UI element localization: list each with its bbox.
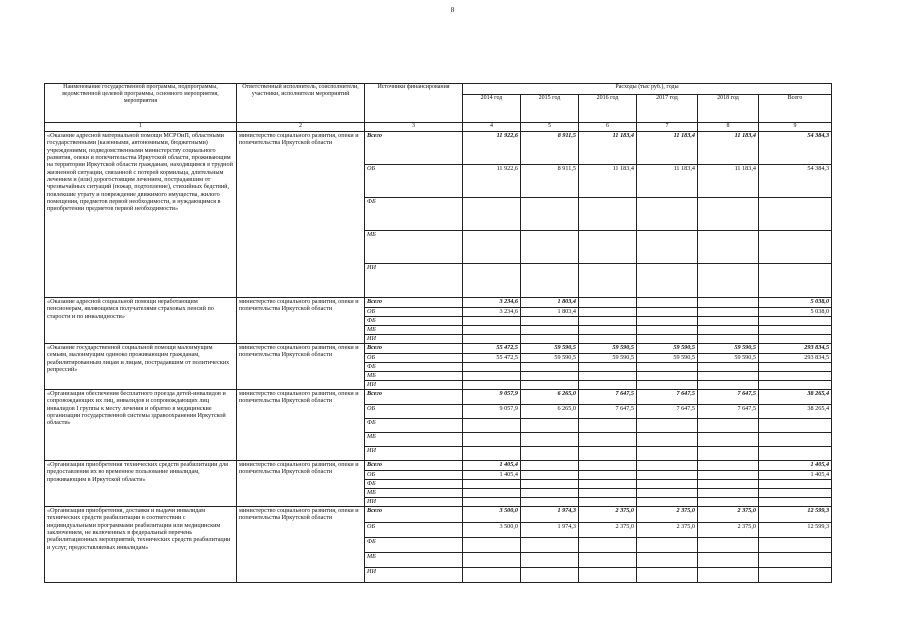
amount-total-cell: [759, 198, 832, 231]
amount-cell: [463, 498, 521, 507]
funding-source: МБ: [365, 553, 463, 568]
amount-cell: [637, 317, 698, 326]
amount-total-cell: 54 384,3: [759, 132, 832, 165]
header-responsible: Ответственный исполнитель, соисполнители, участники, исполнители мероприятий: [237, 84, 365, 123]
amount-cell: [463, 231, 521, 264]
amount-cell: [579, 372, 637, 381]
amount-cell: 55 472,5: [463, 344, 521, 354]
amount-cell: [521, 317, 579, 326]
column-index: 9: [759, 123, 832, 132]
amount-cell: 11 183,4: [579, 165, 637, 198]
amount-cell: [579, 568, 637, 583]
amount-total-cell: [759, 553, 832, 568]
funding-source: ИИ: [365, 568, 463, 583]
amount-cell: 7 647,5: [579, 405, 637, 419]
amount-cell: [463, 447, 521, 461]
amount-total-cell: [759, 419, 832, 433]
amount-cell: [521, 433, 579, 447]
amount-cell: [579, 553, 637, 568]
amount-cell: 7 647,5: [698, 405, 759, 419]
amount-cell: [698, 553, 759, 568]
amount-total-cell: 293 834,5: [759, 354, 832, 363]
amount-cell: [637, 538, 698, 553]
amount-cell: [698, 308, 759, 317]
amount-cell: [637, 264, 698, 298]
funding-source: Всего: [365, 344, 463, 354]
amount-cell: [463, 489, 521, 498]
amount-cell: [521, 198, 579, 231]
measure-responsible: министерство социального развития, опеки и попечительства Иркутской области: [237, 344, 365, 390]
funding-source: Всего: [365, 298, 463, 308]
amount-cell: [521, 372, 579, 381]
measure-responsible: министерство социального развития, опеки и попечительства Иркутской области: [237, 507, 365, 583]
amount-cell: 3 500,0: [463, 507, 521, 523]
funding-source: Всего: [365, 461, 463, 471]
amount-cell: [637, 335, 698, 344]
amount-cell: [463, 433, 521, 447]
amount-cell: [698, 335, 759, 344]
funding-source: ОБ: [365, 165, 463, 198]
amount-cell: [521, 489, 579, 498]
amount-cell: [698, 198, 759, 231]
amount-cell: [637, 308, 698, 317]
funding-source: ИИ: [365, 264, 463, 298]
amount-cell: [521, 231, 579, 264]
amount-cell: [463, 538, 521, 553]
amount-total-cell: [759, 372, 832, 381]
amount-cell: [698, 538, 759, 553]
amount-cell: 1 803,4: [521, 308, 579, 317]
funding-source: Всего: [365, 132, 463, 165]
amount-total-cell: 12 599,3: [759, 507, 832, 523]
amount-cell: [579, 480, 637, 489]
amount-cell: [579, 298, 637, 308]
measure-title: «Организация приобретения, доставки и выдачи инвалидам технических средств реабилитации в соответствии с индивидуальными программами реабилитации или медицинским заключением, не включенных в федеральный перечень реабилитационных мероприятий, технических средств реабилитации и услуг, предоставляемых инвалидам»: [45, 507, 237, 583]
table-row: [45, 461, 832, 471]
amount-cell: [521, 498, 579, 507]
amount-cell: 59 590,5: [521, 354, 579, 363]
amount-total-cell: 38 265,4: [759, 405, 832, 419]
amount-total-cell: [759, 264, 832, 298]
amount-cell: [521, 447, 579, 461]
amount-cell: [521, 538, 579, 553]
amount-cell: [579, 498, 637, 507]
amount-cell: [579, 538, 637, 553]
amount-cell: [521, 568, 579, 583]
funding-source: Всего: [365, 390, 463, 405]
amount-cell: [463, 264, 521, 298]
amount-cell: [579, 461, 637, 471]
amount-cell: [521, 381, 579, 390]
amount-cell: 55 472,5: [463, 354, 521, 363]
amount-cell: [698, 372, 759, 381]
amount-total-cell: 5 038,0: [759, 298, 832, 308]
amount-cell: 11 183,4: [637, 165, 698, 198]
funding-source: ФБ: [365, 538, 463, 553]
amount-cell: 3 234,6: [463, 308, 521, 317]
funding-source: МБ: [365, 433, 463, 447]
amount-total-cell: 54 384,3: [759, 165, 832, 198]
funding-source: ОБ: [365, 471, 463, 480]
amount-cell: [521, 363, 579, 372]
measure-responsible: министерство социального развития, опеки и попечительства Иркутской области: [237, 298, 365, 344]
amount-cell: [637, 471, 698, 480]
amount-total-cell: 5 038,0: [759, 308, 832, 317]
funding-source: ОБ: [365, 308, 463, 317]
amount-cell: 1 405,4: [463, 471, 521, 480]
amount-cell: [637, 198, 698, 231]
funding-source: МБ: [365, 372, 463, 381]
funding-source: Всего: [365, 507, 463, 523]
amount-cell: 2 375,0: [698, 507, 759, 523]
amount-cell: 1 405,4: [463, 461, 521, 471]
column-index: 2: [237, 123, 365, 132]
amount-cell: [521, 326, 579, 335]
amount-cell: [698, 489, 759, 498]
amount-cell: [463, 372, 521, 381]
amount-cell: 6 265,0: [521, 405, 579, 419]
amount-cell: 2 375,0: [579, 507, 637, 523]
amount-cell: 2 375,0: [637, 523, 698, 538]
amount-total-cell: [759, 538, 832, 553]
amount-total-cell: [759, 381, 832, 390]
measure-title: «Оказание адресной материальной помощи МСРОиП, областными государственными (казенными, автономными, бюджетными) учреждениями, подведомственными министерству социального развития, опеки и попечительства Иркутской области, проживающим на территории Иркутской области гражданам, находящимся в трудной жизненной ситуации, связанной с потерей кормильца, длительным лечением и (или) дорогостоящим лечением, пострадавшим от чрезвычайных ситуаций (пожар, подтопление), стихийных бедствий, повлекшие утрату и повреждение движимого имущества, жилого помещения, предметов первой необходимости, и нуждающимся в приобретении предметов первой необходимости»: [45, 132, 237, 298]
amount-cell: [637, 553, 698, 568]
amount-cell: 1 974,3: [521, 507, 579, 523]
amount-cell: [637, 568, 698, 583]
amount-cell: 59 590,5: [637, 354, 698, 363]
header-source: Источники финансирования: [365, 84, 463, 123]
amount-cell: [579, 326, 637, 335]
amount-total-cell: 38 265,4: [759, 390, 832, 405]
measure-title: «Оказание адресной социальной помощи неработающим пенсионерам, являющимся получателями страховых пенсий по старости и по инвалидности»: [45, 298, 237, 344]
amount-cell: [521, 335, 579, 344]
amount-cell: [521, 553, 579, 568]
amount-cell: 11 183,4: [637, 132, 698, 165]
funding-source: ОБ: [365, 354, 463, 363]
funding-source: МБ: [365, 489, 463, 498]
column-index: 5: [521, 123, 579, 132]
amount-cell: 8 911,5: [521, 165, 579, 198]
amount-cell: [579, 198, 637, 231]
amount-cell: 59 590,5: [698, 354, 759, 363]
amount-total-cell: [759, 480, 832, 489]
financing-table: [44, 83, 832, 583]
amount-cell: 7 647,5: [637, 390, 698, 405]
amount-total-cell: 293 834,5: [759, 344, 832, 354]
amount-cell: 11 183,4: [579, 132, 637, 165]
funding-source: ФБ: [365, 317, 463, 326]
amount-cell: [579, 381, 637, 390]
amount-cell: [637, 419, 698, 433]
measure-responsible: министерство социального развития, опеки и попечительства Иркутской области: [237, 390, 365, 461]
amount-cell: [579, 335, 637, 344]
amount-cell: [463, 568, 521, 583]
amount-cell: [579, 308, 637, 317]
amount-cell: [463, 335, 521, 344]
funding-source: ФБ: [365, 198, 463, 231]
amount-total-cell: [759, 568, 832, 583]
amount-cell: [637, 489, 698, 498]
measure-title: «Организация приобретения технических средств реабилитации для предоставления их во временное пользование инвалидам, проживающим в Иркутской области»: [45, 461, 237, 507]
amount-cell: [521, 461, 579, 471]
amount-cell: [698, 447, 759, 461]
amount-cell: [698, 231, 759, 264]
amount-cell: [698, 433, 759, 447]
funding-source: МБ: [365, 326, 463, 335]
amount-cell: 9 057,9: [463, 405, 521, 419]
amount-total-cell: [759, 498, 832, 507]
amount-cell: [698, 264, 759, 298]
amount-cell: 59 590,5: [579, 344, 637, 354]
amount-cell: [579, 447, 637, 461]
amount-cell: [463, 198, 521, 231]
amount-cell: [698, 419, 759, 433]
amount-cell: [698, 480, 759, 489]
column-index-row: [45, 123, 832, 132]
amount-cell: [521, 419, 579, 433]
amount-cell: [698, 568, 759, 583]
amount-cell: [698, 381, 759, 390]
amount-cell: [637, 326, 698, 335]
amount-cell: [579, 433, 637, 447]
amount-cell: [579, 471, 637, 480]
amount-total-cell: [759, 447, 832, 461]
header-year: 2015 год: [521, 95, 579, 123]
amount-total-cell: [759, 489, 832, 498]
funding-source: ИИ: [365, 447, 463, 461]
amount-cell: [521, 471, 579, 480]
funding-source: ФБ: [365, 419, 463, 433]
amount-cell: [579, 317, 637, 326]
amount-total-cell: 1 405,4: [759, 471, 832, 480]
amount-cell: 11 183,4: [698, 132, 759, 165]
amount-cell: [698, 317, 759, 326]
amount-cell: [463, 419, 521, 433]
header-year: 2018 год: [698, 95, 759, 123]
table-row: [45, 390, 832, 405]
amount-cell: [637, 298, 698, 308]
amount-cell: 59 590,5: [521, 344, 579, 354]
amount-cell: 2 375,0: [637, 507, 698, 523]
amount-cell: [698, 498, 759, 507]
funding-source: ИИ: [365, 381, 463, 390]
amount-cell: 1 803,4: [521, 298, 579, 308]
amount-cell: 11 183,4: [698, 165, 759, 198]
amount-cell: [698, 461, 759, 471]
measure-title: «Организация обеспечения бесплатного проезда детей-инвалидов и сопровождающих их лиц, инвалидов и сопровождающих лиц инвалидов I группы к месту лечения и обратно в медицинские организации государственной системы здравоохранения Иркутской области»: [45, 390, 237, 461]
funding-source: ОБ: [365, 405, 463, 419]
amount-cell: 11 922,6: [463, 165, 521, 198]
amount-cell: 3 234,6: [463, 298, 521, 308]
measure-responsible: министерство социального развития, опеки и попечительства Иркутской области: [237, 132, 365, 298]
amount-cell: [637, 447, 698, 461]
measure-responsible: министерство социального развития, опеки и попечительства Иркутской области: [237, 461, 365, 507]
amount-cell: [698, 298, 759, 308]
table-row: [45, 507, 832, 523]
amount-total-cell: [759, 363, 832, 372]
amount-total-cell: 12 599,3: [759, 523, 832, 538]
amount-cell: 11 922,6: [463, 132, 521, 165]
amount-cell: [463, 553, 521, 568]
column-index: 1: [45, 123, 237, 132]
amount-cell: 2 375,0: [579, 523, 637, 538]
amount-cell: [579, 363, 637, 372]
amount-cell: [637, 363, 698, 372]
amount-cell: [521, 264, 579, 298]
amount-cell: [463, 381, 521, 390]
page-number: 8: [450, 6, 455, 14]
amount-cell: 7 647,5: [698, 390, 759, 405]
amount-total-cell: [759, 326, 832, 335]
funding-source: ФБ: [365, 363, 463, 372]
amount-cell: 59 590,5: [637, 344, 698, 354]
column-index: 3: [365, 123, 463, 132]
amount-cell: [637, 461, 698, 471]
amount-cell: 6 265,0: [521, 390, 579, 405]
funding-source: ОБ: [365, 523, 463, 538]
amount-cell: [579, 231, 637, 264]
amount-cell: [637, 433, 698, 447]
amount-total-cell: 1 405,4: [759, 461, 832, 471]
amount-cell: [463, 326, 521, 335]
column-index: 6: [579, 123, 637, 132]
measure-title: «Оказание государственной социальной помощи малоимущим семьям, малоимущим одиноко проживающим гражданам, реабилитированным лицам и лицам, пострадавшим от политических репрессий»: [45, 344, 237, 390]
amount-cell: 2 375,0: [698, 523, 759, 538]
amount-total-cell: [759, 433, 832, 447]
amount-cell: [637, 231, 698, 264]
amount-cell: [579, 419, 637, 433]
amount-total-cell: [759, 335, 832, 344]
column-index: 4: [463, 123, 521, 132]
table-row: [45, 132, 832, 165]
funding-source: МБ: [365, 231, 463, 264]
measures-body: [45, 132, 832, 583]
amount-cell: [637, 381, 698, 390]
table-row: [45, 344, 832, 354]
amount-cell: [698, 471, 759, 480]
funding-source: ИИ: [365, 335, 463, 344]
amount-total-cell: [759, 317, 832, 326]
header-year: 2016 год: [579, 95, 637, 123]
funding-source: ИИ: [365, 498, 463, 507]
amount-cell: [463, 363, 521, 372]
table-row: [45, 298, 832, 308]
amount-cell: 7 647,5: [637, 405, 698, 419]
amount-cell: [698, 363, 759, 372]
amount-cell: 7 647,5: [579, 390, 637, 405]
amount-cell: 9 057,9: [463, 390, 521, 405]
amount-total-cell: [759, 231, 832, 264]
header-year: 2014 год: [463, 95, 521, 123]
amount-cell: 1 974,3: [521, 523, 579, 538]
header-name: Наименование государственной программы, подпрограммы, ведомственной целевой программы, основного мероприятия, мероприятия: [45, 84, 237, 123]
amount-cell: [463, 480, 521, 489]
amount-cell: [637, 498, 698, 507]
header-year: 2017 год: [637, 95, 698, 123]
amount-cell: [579, 489, 637, 498]
funding-source: ФБ: [365, 480, 463, 489]
header-total: Всего: [759, 95, 832, 123]
amount-cell: 3 500,0: [463, 523, 521, 538]
amount-cell: [698, 326, 759, 335]
amount-cell: 8 911,5: [521, 132, 579, 165]
column-index: 8: [698, 123, 759, 132]
column-index: 7: [637, 123, 698, 132]
header-expenses: Расходы (тыс руб.), годы: [463, 84, 832, 95]
amount-cell: 59 590,5: [698, 344, 759, 354]
amount-cell: [579, 264, 637, 298]
amount-cell: [637, 480, 698, 489]
amount-cell: [521, 480, 579, 489]
amount-cell: 59 590,5: [579, 354, 637, 363]
amount-cell: [463, 317, 521, 326]
amount-cell: [637, 372, 698, 381]
